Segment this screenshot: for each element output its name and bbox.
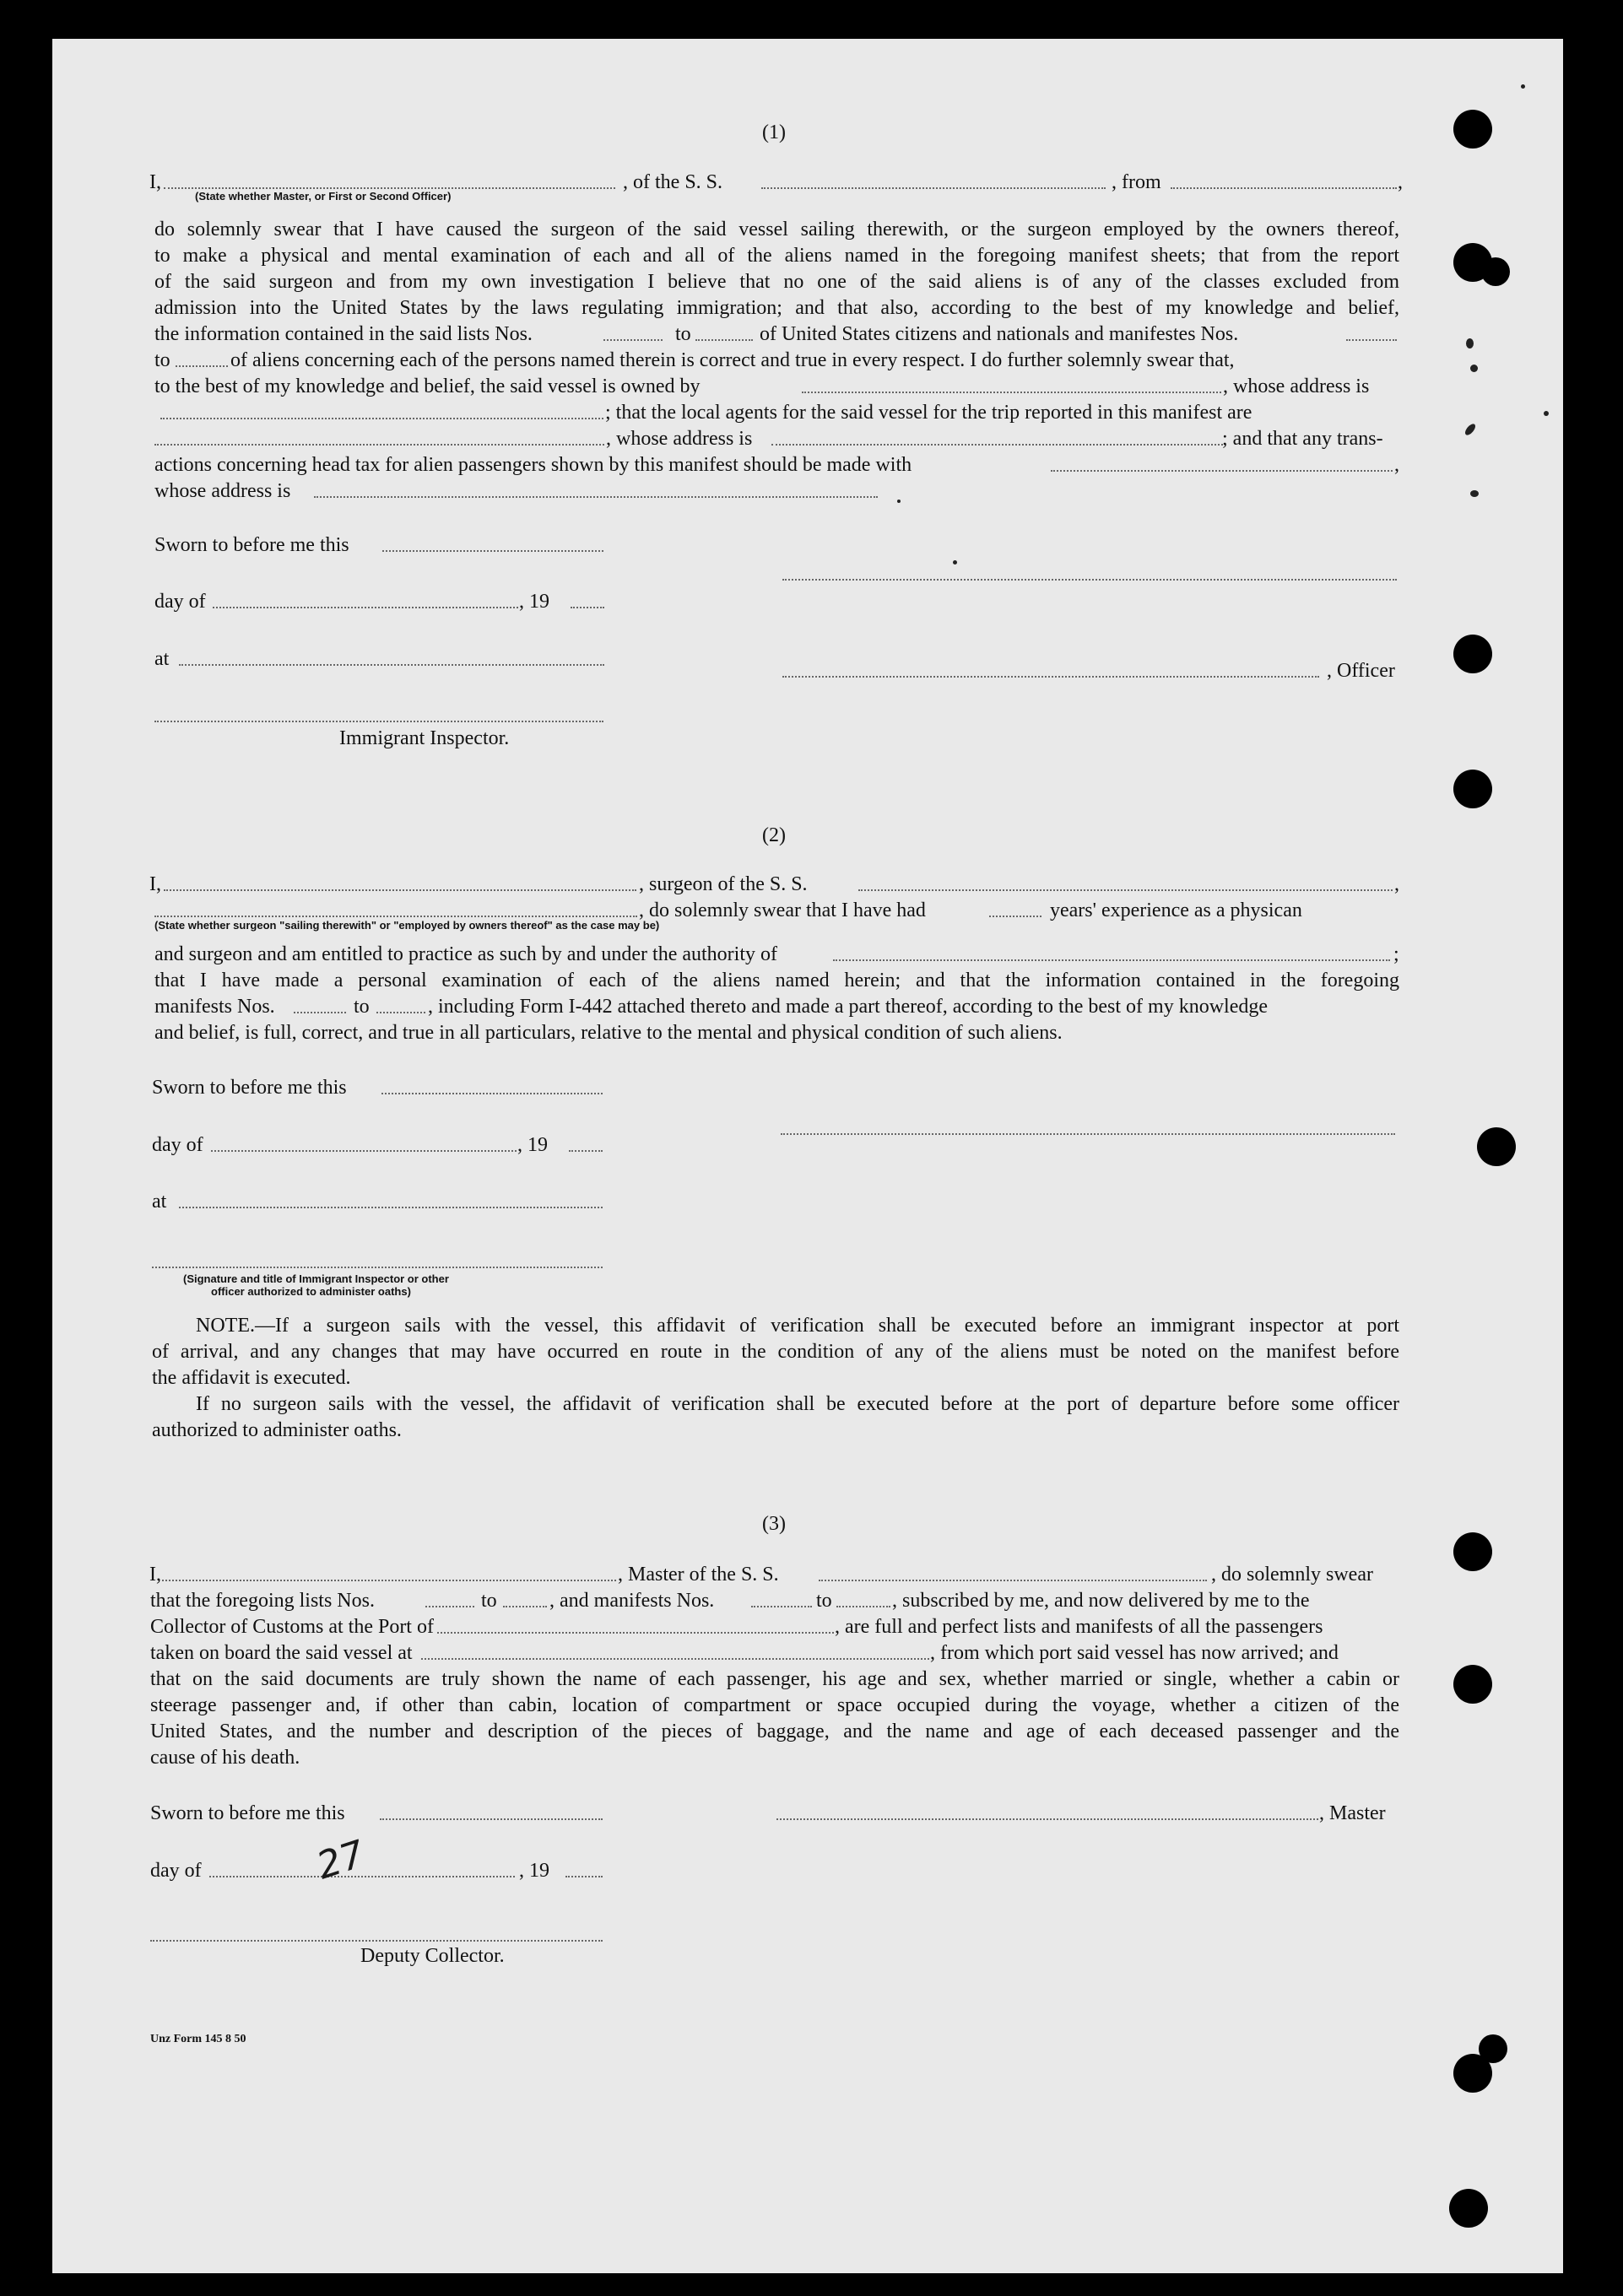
ink-speck-icon [1521, 84, 1525, 89]
sec1-text-1: do solemnly swear that I have caused the surgeon of the said vessel sailing therewith, or the surgeon employed by the owners thereof, [154, 219, 1399, 240]
sec2-day-of: day of [152, 1134, 203, 1156]
sec3-text-1a: that the foregoing lists Nos. [150, 1590, 375, 1612]
sec1-agents-field[interactable] [154, 444, 604, 446]
sec1-day-field[interactable] [213, 607, 518, 608]
sec2-text-4: and belief, is full, correct, and true in all particulars, relative to the mental and physical condition of such aliens. [154, 1022, 1063, 1044]
sec1-sworn: Sworn to before me this [154, 534, 349, 556]
sec1-manifests-to-field[interactable] [176, 365, 228, 367]
sec1-at-field[interactable] [179, 664, 604, 666]
ink-speck-icon [897, 500, 901, 503]
sec1-text-4: admission into the United States by the laws regulating immigration; and that also, according to the best of my knowledge and belief, [154, 297, 1399, 319]
sec2-inspector-signature-line[interactable] [152, 1267, 603, 1268]
sec1-lists-from-field[interactable] [603, 339, 663, 341]
sec1-from-label: , from [1112, 171, 1161, 193]
sec2-sworn: Sworn to before me this [152, 1077, 347, 1099]
ink-speck-icon [1470, 365, 1478, 372]
sec3-day-of: day of [150, 1860, 202, 1882]
section-1-heading: (1) [762, 122, 786, 143]
sec1-inspector: Immigrant Inspector. [339, 727, 510, 749]
sec1-i-label: I, [149, 171, 161, 193]
sec2-i-label: I, [149, 873, 161, 895]
sec2-text-3a: manifests Nos. [154, 996, 275, 1018]
sec2-surgeon-name-field[interactable] [164, 889, 636, 891]
sec3-master-signature-line[interactable] [776, 1818, 1318, 1820]
sec2-manifests-to-field[interactable] [376, 1012, 425, 1013]
sec1-text-6b: of aliens concerning each of the persons named therein is correct and true in every respect. I do further solemnly swear that, [230, 349, 1235, 371]
sec1-officer-name-field[interactable] [164, 187, 615, 189]
sec2-sig-caption-2: officer authorized to administer oaths) [211, 1285, 411, 1298]
sec3-text-7: cause of his death. [150, 1747, 300, 1769]
punch-hole-icon [1449, 2189, 1488, 2228]
sec3-master-name-field[interactable] [162, 1580, 616, 1581]
sec3-text-4: that on the said documents are truly shown the name of each passenger, his age and sex, whether married or single, whether a cabin or [150, 1668, 1399, 1690]
punch-hole-icon [1453, 1665, 1492, 1704]
sec2-authority-field[interactable] [833, 959, 1390, 961]
sec3-text-6: United States, and the number and description of the pieces of baggage, and the name and age of each deceased passenger and the [150, 1721, 1399, 1742]
sec1-comma: , [1398, 171, 1403, 193]
sec1-text-6a: to [154, 349, 170, 371]
sec1-day-of: day of [154, 591, 206, 613]
form-number: Unz Form 145 8 50 [150, 2033, 246, 2045]
sec3-vessel-field[interactable] [819, 1580, 1207, 1581]
sec2-sig-caption-1: (Signature and title of Immigrant Inspector or other [183, 1272, 449, 1285]
sec1-officer: , Officer [1327, 660, 1395, 682]
sec2-text-3b: to [354, 996, 370, 1018]
ink-speck-icon [1470, 490, 1479, 497]
sec2-text-2: that I have made a personal examination of each of the aliens named herein; and that the information contained in the foregoing [154, 970, 1399, 991]
sec1-manifests-from-field[interactable] [1346, 339, 1397, 341]
sec1-text-3: of the said surgeon and from my own investigation I believe that no one of the said aliens is of any of the classes excluded from [154, 271, 1399, 293]
sec3-text-3a: taken on board the said vessel at [150, 1642, 413, 1664]
punch-hole-icon [1453, 1532, 1492, 1571]
form-page [52, 39, 1563, 2273]
sec1-owner-address-field[interactable] [160, 418, 603, 419]
sec3-sworn-field[interactable] [380, 1818, 603, 1820]
sec1-text-5a: the information contained in the said lists Nos. [154, 323, 533, 345]
sec1-headtax-address-field[interactable] [314, 496, 878, 498]
note-line-2: of arrival, and any changes that may have occurred en route in the condition of any of the aliens must be noted on the manifest before [152, 1341, 1399, 1363]
sec3-day-field[interactable] [209, 1876, 515, 1877]
sec3-text-1c: , and manifests Nos. [549, 1590, 715, 1612]
sec1-owner-field[interactable] [802, 392, 1221, 393]
ink-speck-icon [1544, 411, 1549, 416]
sec3-master-of-ss: , Master of the S. S. [618, 1564, 779, 1586]
sec3-deputy: Deputy Collector. [360, 1945, 505, 1967]
punch-hole-icon [1481, 257, 1510, 286]
sec1-headtax-field[interactable] [1051, 470, 1393, 472]
punch-hole-icon [1453, 110, 1492, 149]
sec1-vessel-field[interactable] [761, 187, 1106, 189]
sec1-lists-to-field[interactable] [695, 339, 753, 341]
sec3-text-2b: , are full and perfect lists and manifests of all the passengers [835, 1616, 1323, 1638]
sec3-text-3b: , from which port said vessel has now arrived; and [930, 1642, 1339, 1664]
sec1-signature-line[interactable] [782, 579, 1397, 581]
sec3-text-1e: , subscribed by me, and now delivered by me to the [892, 1590, 1310, 1612]
sec2-status-field[interactable] [154, 916, 637, 917]
sec2-surgeon-of-ss: , surgeon of the S. S. [639, 873, 808, 895]
sec3-manifests-to-field[interactable] [836, 1606, 890, 1607]
sec3-text-1d: to [816, 1590, 832, 1612]
ink-speck-icon [1466, 338, 1474, 348]
sec1-officer-line[interactable] [782, 676, 1319, 678]
sec2-text-3c: , including Form I-442 attached thereto and made a part thereof, according to the best of my knowledge [428, 996, 1269, 1018]
sec1-text-9a: , whose address is [606, 428, 753, 450]
sec3-text-5: steerage passenger and, if other than cabin, location of compartment or space occupied during the voyage, whether a citizen of the [150, 1694, 1399, 1716]
handwritten-day: 27 [311, 1832, 371, 1888]
sec2-at: at [152, 1191, 167, 1213]
sec3-lists-to-field[interactable] [503, 1606, 547, 1607]
section-3-heading: (3) [762, 1513, 786, 1535]
sec2-text-1-end: ; [1393, 943, 1399, 965]
sec1-text-5b: to [675, 323, 691, 345]
sec3-text-1b: to [481, 1590, 497, 1612]
ink-speck-icon [953, 560, 957, 565]
sec1-of-ss-label: , of the S. S. [623, 171, 723, 193]
sec1-inspector-line[interactable] [154, 721, 603, 722]
sec3-lists-from-field[interactable] [425, 1606, 474, 1607]
sec1-text-7a: to the best of my knowledge and belief, the said vessel is owned by [154, 375, 701, 397]
sec1-text-2: to make a physical and mental examination of each and all of the aliens named in the foregoing manifest sheets; that from the report [154, 245, 1399, 267]
sec1-text-5c: of United States citizens and nationals and manifestes Nos. [760, 323, 1239, 345]
sec2-years-text: years' experience as a physican [1050, 899, 1302, 921]
sec2-day-field[interactable] [211, 1150, 517, 1152]
sec3-taken-on-board-field[interactable] [421, 1658, 929, 1660]
ink-speck-icon [1463, 422, 1477, 436]
sec2-comma: , [1394, 873, 1399, 895]
sec3-master: , Master [1319, 1802, 1386, 1824]
note-line-4: If no surgeon sails with the vessel, the affidavit of verification shall be executed before at the port of departure before some officer [196, 1393, 1399, 1415]
sec2-year: , 19 [517, 1134, 548, 1156]
sec1-text-8: ; that the local agents for the said vessel for the trip reported in this manifest are [605, 402, 1252, 424]
sec3-year: , 19 [519, 1860, 549, 1882]
sec3-deputy-line[interactable] [150, 1940, 603, 1942]
sec2-vessel-field[interactable] [858, 889, 1393, 891]
sec1-text-7b: , whose address is [1223, 375, 1370, 397]
punch-hole-icon [1479, 2034, 1507, 2063]
sec1-text-9b: ; and that any trans- [1222, 428, 1383, 450]
note-line-3: the affidavit is executed. [152, 1367, 351, 1389]
sec1-sworn-field[interactable] [382, 550, 603, 552]
note-line-1: NOTE.—If a surgeon sails with the vessel, this affidavit of verification shall be executed before an immigrant inspector at port [196, 1315, 1399, 1337]
sec1-from-field[interactable] [1171, 187, 1397, 189]
punch-hole-icon [1477, 1127, 1516, 1166]
sec1-caption: (State whether Master, or First or Second Officer) [195, 190, 452, 203]
sec3-swear: , do solemnly swear [1211, 1564, 1373, 1586]
sec1-at: at [154, 648, 170, 670]
sec1-year: , 19 [519, 591, 549, 613]
sec2-swear-text: , do solemnly swear that I have had [639, 899, 926, 921]
sec2-at-field[interactable] [179, 1207, 603, 1208]
sec2-years-field[interactable] [989, 916, 1041, 917]
sec3-sworn: Sworn to before me this [150, 1802, 345, 1824]
sec1-agents-address-field[interactable] [771, 444, 1223, 446]
sec2-text-1: and surgeon and am entitled to practice as such by and under the authority of [154, 943, 777, 965]
sec3-i-label: I, [149, 1564, 161, 1586]
sec2-year-field[interactable] [569, 1150, 603, 1152]
sec3-port-field[interactable] [437, 1632, 834, 1634]
sec3-year-field[interactable] [565, 1876, 603, 1877]
sec1-text-11: whose address is [154, 480, 291, 502]
sec1-text-10b: , [1394, 454, 1399, 476]
sec2-signature-line[interactable] [781, 1133, 1395, 1135]
section-2-heading: (2) [762, 824, 786, 846]
sec2-caption: (State whether surgeon "sailing therewith" or "employed by owners thereof" as the case may be) [154, 919, 660, 932]
punch-hole-icon [1453, 770, 1492, 808]
sec2-manifests-from-field[interactable] [294, 1012, 346, 1013]
note-line-5: authorized to administer oaths. [152, 1419, 402, 1441]
sec3-manifests-from-field[interactable] [751, 1606, 812, 1607]
sec3-text-2a: Collector of Customs at the Port of [150, 1616, 434, 1638]
sec1-year-field[interactable] [571, 607, 604, 608]
sec1-text-10a: actions concerning head tax for alien passengers shown by this manifest should be made with [154, 454, 912, 476]
punch-hole-icon [1453, 635, 1492, 673]
sec2-sworn-field[interactable] [381, 1093, 603, 1094]
